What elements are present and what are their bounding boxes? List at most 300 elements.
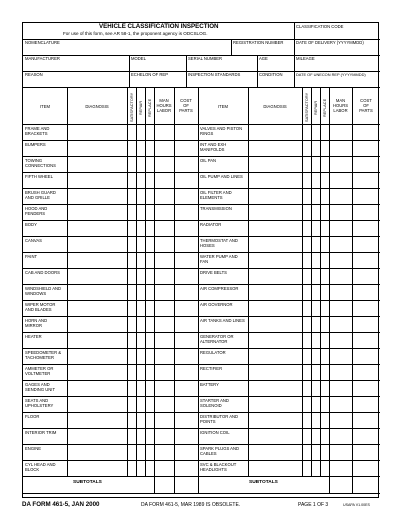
left-cost-of-parts-field[interactable] bbox=[174, 252, 198, 268]
right-col-replace: REPLACE bbox=[322, 98, 327, 117]
right-cost-of-parts-field[interactable] bbox=[352, 332, 380, 348]
right-diagnosis-field[interactable] bbox=[248, 156, 302, 172]
left-satisfactory-field[interactable] bbox=[127, 332, 136, 348]
left-man-hours-field[interactable] bbox=[154, 156, 174, 172]
left-satisfactory-field[interactable] bbox=[127, 412, 136, 428]
left-satisfactory-field[interactable] bbox=[127, 444, 136, 460]
left-man-hours-field[interactable] bbox=[154, 380, 174, 396]
right-man-hours-field[interactable] bbox=[329, 236, 352, 252]
right-repair-field[interactable] bbox=[311, 268, 320, 284]
left-replace-field[interactable] bbox=[145, 412, 154, 428]
left-cost-of-parts-field[interactable] bbox=[174, 348, 198, 364]
right-replace-field[interactable] bbox=[320, 124, 329, 140]
right-diagnosis-field[interactable] bbox=[248, 188, 302, 204]
right-satisfactory-field[interactable] bbox=[302, 204, 311, 220]
right-cost-of-parts-field[interactable] bbox=[352, 348, 380, 364]
right-satisfactory-field[interactable] bbox=[302, 316, 311, 332]
right-diagnosis-field[interactable] bbox=[248, 204, 302, 220]
left-man-hours-field[interactable] bbox=[154, 204, 174, 220]
left-item-label: AMMETER OR VOLTMETER bbox=[25, 366, 54, 376]
left-cost-of-parts-field[interactable] bbox=[174, 172, 198, 188]
right-man-hours-field[interactable] bbox=[329, 188, 352, 204]
right-satisfactory-field[interactable] bbox=[302, 236, 311, 252]
subtotals-right-label: SUBTOTALS bbox=[249, 480, 278, 485]
left-cost-of-parts-field[interactable] bbox=[174, 444, 198, 460]
left-diagnosis-field[interactable] bbox=[67, 396, 127, 412]
left-man-hours-field[interactable] bbox=[154, 300, 174, 316]
left-diagnosis-field[interactable] bbox=[67, 428, 127, 444]
left-satisfactory-field[interactable] bbox=[127, 380, 136, 396]
right-satisfactory-field[interactable] bbox=[302, 268, 311, 284]
right-diagnosis-field[interactable] bbox=[248, 220, 302, 236]
right-satisfactory-field[interactable] bbox=[302, 252, 311, 268]
right-replace-field[interactable] bbox=[320, 332, 329, 348]
right-diagnosis-field[interactable] bbox=[248, 284, 302, 300]
left-satisfactory-field[interactable] bbox=[127, 172, 136, 188]
right-man-hours-field[interactable] bbox=[329, 220, 352, 236]
left-repair-field[interactable] bbox=[136, 364, 145, 380]
right-repair-field[interactable] bbox=[311, 444, 320, 460]
left-satisfactory-field[interactable] bbox=[127, 364, 136, 380]
left-repair-field[interactable] bbox=[136, 188, 145, 204]
right-satisfactory-field[interactable] bbox=[302, 332, 311, 348]
right-cost-of-parts-field[interactable] bbox=[352, 204, 380, 220]
obsolete-notice: DA FORM 461-5, MAR 1989 IS OBSOLETE. bbox=[141, 502, 241, 508]
right-diagnosis-field[interactable] bbox=[248, 316, 302, 332]
left-repair-field[interactable] bbox=[136, 428, 145, 444]
left-col-satisfactory: SATISFACTORY bbox=[129, 92, 134, 122]
left-man-hours-field[interactable] bbox=[154, 428, 174, 444]
right-replace-field[interactable] bbox=[320, 460, 329, 476]
left-replace-field[interactable] bbox=[145, 364, 154, 380]
right-satisfactory-field[interactable] bbox=[302, 364, 311, 380]
left-repair-field[interactable] bbox=[136, 172, 145, 188]
left-repair-field[interactable] bbox=[136, 204, 145, 220]
left-cost-of-parts-field[interactable] bbox=[174, 460, 198, 476]
right-man-hours-field[interactable] bbox=[329, 348, 352, 364]
right-diagnosis-field[interactable] bbox=[248, 236, 302, 252]
right-item-label: INT AND EXH MANIFOLDS bbox=[200, 142, 227, 152]
right-man-hours-field[interactable] bbox=[329, 172, 352, 188]
left-cost-of-parts-field[interactable] bbox=[174, 300, 198, 316]
left-replace-field[interactable] bbox=[145, 316, 154, 332]
left-diagnosis-field[interactable] bbox=[67, 380, 127, 396]
left-cost-of-parts-field[interactable] bbox=[174, 332, 198, 348]
right-diagnosis-field[interactable] bbox=[248, 348, 302, 364]
right-cost-of-parts-field[interactable] bbox=[352, 236, 380, 252]
left-repair-field[interactable] bbox=[136, 396, 145, 412]
right-man-hours-field[interactable] bbox=[329, 284, 352, 300]
right-satisfactory-field[interactable] bbox=[302, 444, 311, 460]
right-satisfactory-field[interactable] bbox=[302, 140, 311, 156]
left-replace-field[interactable] bbox=[145, 172, 154, 188]
left-satisfactory-field[interactable] bbox=[127, 124, 136, 140]
left-cost-of-parts-field[interactable] bbox=[174, 236, 198, 252]
right-satisfactory-field[interactable] bbox=[302, 188, 311, 204]
left-cost-of-parts-field[interactable] bbox=[174, 316, 198, 332]
left-cost-of-parts-field[interactable] bbox=[174, 220, 198, 236]
left-satisfactory-field[interactable] bbox=[127, 396, 136, 412]
form-id: DA FORM 461-5, JAN 2000 bbox=[22, 501, 100, 508]
left-man-hours-field[interactable] bbox=[154, 396, 174, 412]
left-item-label: WIPER MOTOR AND BLADES bbox=[25, 302, 56, 312]
right-man-hours-field[interactable] bbox=[329, 396, 352, 412]
left-replace-field[interactable] bbox=[145, 348, 154, 364]
left-diagnosis-field[interactable] bbox=[67, 444, 127, 460]
left-repair-field[interactable] bbox=[136, 348, 145, 364]
left-satisfactory-field[interactable] bbox=[127, 300, 136, 316]
right-repair-field[interactable] bbox=[311, 220, 320, 236]
right-item-label: AIR TANKS AND LINES bbox=[200, 318, 245, 323]
right-diagnosis-field[interactable] bbox=[248, 396, 302, 412]
right-man-hours-field[interactable] bbox=[329, 444, 352, 460]
left-cost-of-parts-field[interactable] bbox=[174, 124, 198, 140]
right-man-hours-field[interactable] bbox=[329, 412, 352, 428]
left-satisfactory-field[interactable] bbox=[127, 220, 136, 236]
right-diagnosis-field[interactable] bbox=[248, 268, 302, 284]
left-cost-of-parts-field[interactable] bbox=[174, 268, 198, 284]
right-cost-of-parts-field[interactable] bbox=[352, 428, 380, 444]
mileage-label: MILEAGE bbox=[296, 56, 315, 61]
left-repair-field[interactable] bbox=[136, 124, 145, 140]
left-satisfactory-field[interactable] bbox=[127, 428, 136, 444]
right-repair-field[interactable] bbox=[311, 236, 320, 252]
right-repair-field[interactable] bbox=[311, 204, 320, 220]
left-diagnosis-field[interactable] bbox=[67, 316, 127, 332]
left-diagnosis-field[interactable] bbox=[67, 188, 127, 204]
left-diagnosis-field[interactable] bbox=[67, 172, 127, 188]
right-diagnosis-field[interactable] bbox=[248, 364, 302, 380]
right-replace-field[interactable] bbox=[320, 140, 329, 156]
right-satisfactory-field[interactable] bbox=[302, 396, 311, 412]
left-diagnosis-field[interactable] bbox=[67, 140, 127, 156]
right-repair-field[interactable] bbox=[311, 316, 320, 332]
page-number: PAGE 1 OF 3 bbox=[298, 502, 329, 508]
right-satisfactory-field[interactable] bbox=[302, 380, 311, 396]
right-item-label: RADIATOR bbox=[200, 222, 222, 227]
left-cost-of-parts-field[interactable] bbox=[174, 428, 198, 444]
left-man-hours-field[interactable] bbox=[154, 236, 174, 252]
left-repair-field[interactable] bbox=[136, 460, 145, 476]
right-replace-field[interactable] bbox=[320, 268, 329, 284]
left-diagnosis-field[interactable] bbox=[67, 412, 127, 428]
left-satisfactory-field[interactable] bbox=[127, 284, 136, 300]
right-replace-field[interactable] bbox=[320, 380, 329, 396]
left-cost-of-parts-field[interactable] bbox=[174, 204, 198, 220]
right-replace-field[interactable] bbox=[320, 300, 329, 316]
condition-label: CONDITION bbox=[259, 72, 283, 77]
right-repair-field[interactable] bbox=[311, 300, 320, 316]
left-diagnosis-field[interactable] bbox=[67, 348, 127, 364]
right-item-label: WATER PUMP AND FAN bbox=[200, 254, 238, 264]
left-diagnosis-field[interactable] bbox=[67, 268, 127, 284]
left-replace-field[interactable] bbox=[145, 140, 154, 156]
left-item-label: BRUSH GUARD AND GRILLE bbox=[25, 190, 56, 200]
right-replace-field[interactable] bbox=[320, 156, 329, 172]
right-replace-field[interactable] bbox=[320, 316, 329, 332]
right-repair-field[interactable] bbox=[311, 172, 320, 188]
left-replace-field[interactable] bbox=[145, 460, 154, 476]
left-man-hours-field[interactable] bbox=[154, 460, 174, 476]
right-cost-of-parts-field[interactable] bbox=[352, 284, 380, 300]
left-man-hours-field[interactable] bbox=[154, 348, 174, 364]
left-diagnosis-field[interactable] bbox=[67, 332, 127, 348]
right-repair-field[interactable] bbox=[311, 140, 320, 156]
right-cost-of-parts-field[interactable] bbox=[352, 364, 380, 380]
right-repair-field[interactable] bbox=[311, 460, 320, 476]
right-replace-field[interactable] bbox=[320, 396, 329, 412]
right-man-hours-field[interactable] bbox=[329, 252, 352, 268]
right-replace-field[interactable] bbox=[320, 220, 329, 236]
right-man-hours-field[interactable] bbox=[329, 332, 352, 348]
left-satisfactory-field[interactable] bbox=[127, 156, 136, 172]
right-satisfactory-field[interactable] bbox=[302, 284, 311, 300]
right-man-hours-field[interactable] bbox=[329, 300, 352, 316]
left-cost-of-parts-field[interactable] bbox=[174, 156, 198, 172]
left-replace-field[interactable] bbox=[145, 268, 154, 284]
left-satisfactory-field[interactable] bbox=[127, 252, 136, 268]
left-diagnosis-field[interactable] bbox=[67, 300, 127, 316]
right-satisfactory-field[interactable] bbox=[302, 460, 311, 476]
left-repair-field[interactable] bbox=[136, 412, 145, 428]
right-diagnosis-field[interactable] bbox=[248, 412, 302, 428]
left-repair-field[interactable] bbox=[136, 444, 145, 460]
right-man-hours-field[interactable] bbox=[329, 364, 352, 380]
left-cost-of-parts-field[interactable] bbox=[174, 380, 198, 396]
left-repair-field[interactable] bbox=[136, 268, 145, 284]
right-man-hours-field[interactable] bbox=[329, 316, 352, 332]
right-cost-of-parts-field[interactable] bbox=[352, 188, 380, 204]
right-diagnosis-field[interactable] bbox=[248, 380, 302, 396]
right-replace-field[interactable] bbox=[320, 364, 329, 380]
left-replace-field[interactable] bbox=[145, 444, 154, 460]
left-col-repair: REPAIR bbox=[138, 100, 143, 115]
right-diagnosis-field[interactable] bbox=[248, 140, 302, 156]
right-satisfactory-field[interactable] bbox=[302, 348, 311, 364]
right-man-hours-field[interactable] bbox=[329, 460, 352, 476]
right-item-label: TRANSMISSION bbox=[200, 206, 232, 211]
right-diagnosis-field[interactable] bbox=[248, 444, 302, 460]
left-replace-field[interactable] bbox=[145, 188, 154, 204]
left-man-hours-field[interactable] bbox=[154, 332, 174, 348]
left-cost-of-parts-field[interactable] bbox=[174, 364, 198, 380]
right-diagnosis-field[interactable] bbox=[248, 428, 302, 444]
right-cost-of-parts-field[interactable] bbox=[352, 380, 380, 396]
left-repair-field[interactable] bbox=[136, 380, 145, 396]
right-cost-of-parts-field[interactable] bbox=[352, 268, 380, 284]
right-replace-field[interactable] bbox=[320, 428, 329, 444]
right-repair-field[interactable] bbox=[311, 124, 320, 140]
left-man-hours-field[interactable] bbox=[154, 140, 174, 156]
left-repair-field[interactable] bbox=[136, 252, 145, 268]
left-man-hours-field[interactable] bbox=[154, 220, 174, 236]
left-replace-field[interactable] bbox=[145, 252, 154, 268]
right-repair-field[interactable] bbox=[311, 380, 320, 396]
right-repair-field[interactable] bbox=[311, 252, 320, 268]
vehicle-classification-form bbox=[22, 22, 379, 498]
left-cost-of-parts-field[interactable] bbox=[174, 188, 198, 204]
left-satisfactory-field[interactable] bbox=[127, 188, 136, 204]
right-diagnosis-field[interactable] bbox=[248, 252, 302, 268]
left-satisfactory-field[interactable] bbox=[127, 140, 136, 156]
right-replace-field[interactable] bbox=[320, 188, 329, 204]
right-repair-field[interactable] bbox=[311, 188, 320, 204]
left-replace-field[interactable] bbox=[145, 236, 154, 252]
right-repair-field[interactable] bbox=[311, 284, 320, 300]
right-replace-field[interactable] bbox=[320, 412, 329, 428]
left-item-label: HEATER bbox=[25, 334, 42, 339]
right-cost-of-parts-field[interactable] bbox=[352, 156, 380, 172]
right-man-hours-field[interactable] bbox=[329, 428, 352, 444]
left-replace-field[interactable] bbox=[145, 428, 154, 444]
left-item-label: CAB AND DOORS bbox=[25, 270, 60, 275]
right-diagnosis-field[interactable] bbox=[248, 124, 302, 140]
right-diagnosis-field[interactable] bbox=[248, 460, 302, 476]
left-man-hours-field[interactable] bbox=[154, 316, 174, 332]
right-cost-of-parts-field[interactable] bbox=[352, 460, 380, 476]
left-repair-field[interactable] bbox=[136, 300, 145, 316]
left-replace-field[interactable] bbox=[145, 124, 154, 140]
right-cost-of-parts-field[interactable] bbox=[352, 444, 380, 460]
right-diagnosis-field[interactable] bbox=[248, 300, 302, 316]
right-col-man-hours-labor: MAN HOURS LABOR bbox=[332, 98, 349, 113]
left-man-hours-field[interactable] bbox=[154, 412, 174, 428]
left-item-label: CANVAS bbox=[25, 238, 42, 243]
left-diagnosis-field[interactable] bbox=[67, 460, 127, 476]
left-replace-field[interactable] bbox=[145, 284, 154, 300]
left-item-label: ENGINE bbox=[25, 446, 42, 451]
left-repair-field[interactable] bbox=[136, 284, 145, 300]
right-satisfactory-field[interactable] bbox=[302, 300, 311, 316]
left-man-hours-field[interactable] bbox=[154, 284, 174, 300]
right-cost-of-parts-field[interactable] bbox=[352, 412, 380, 428]
left-diagnosis-field[interactable] bbox=[67, 124, 127, 140]
left-satisfactory-field[interactable] bbox=[127, 204, 136, 220]
left-cost-of-parts-field[interactable] bbox=[174, 284, 198, 300]
left-replace-field[interactable] bbox=[145, 396, 154, 412]
right-cost-of-parts-field[interactable] bbox=[352, 316, 380, 332]
right-replace-field[interactable] bbox=[320, 236, 329, 252]
echelon-of-rep-label: ECHELON OF REP bbox=[131, 72, 168, 77]
right-diagnosis-field[interactable] bbox=[248, 332, 302, 348]
right-replace-field[interactable] bbox=[320, 284, 329, 300]
right-item-label: OIL PUMP AND LINES bbox=[200, 174, 243, 179]
right-man-hours-field[interactable] bbox=[329, 268, 352, 284]
left-repair-field[interactable] bbox=[136, 316, 145, 332]
right-satisfactory-field[interactable] bbox=[302, 156, 311, 172]
right-item-label: THERMOSTAT AND HOSES bbox=[200, 238, 238, 248]
right-repair-field[interactable] bbox=[311, 364, 320, 380]
right-diagnosis-field[interactable] bbox=[248, 172, 302, 188]
left-repair-field[interactable] bbox=[136, 156, 145, 172]
left-diagnosis-field[interactable] bbox=[67, 236, 127, 252]
left-item-label: INTERIOR TRIM bbox=[25, 430, 57, 435]
left-diagnosis-field[interactable] bbox=[67, 364, 127, 380]
left-satisfactory-field[interactable] bbox=[127, 316, 136, 332]
left-replace-field[interactable] bbox=[145, 300, 154, 316]
left-man-hours-field[interactable] bbox=[154, 124, 174, 140]
right-replace-field[interactable] bbox=[320, 348, 329, 364]
left-repair-field[interactable] bbox=[136, 220, 145, 236]
right-replace-field[interactable] bbox=[320, 444, 329, 460]
right-satisfactory-field[interactable] bbox=[302, 428, 311, 444]
right-repair-field[interactable] bbox=[311, 396, 320, 412]
right-satisfactory-field[interactable] bbox=[302, 124, 311, 140]
left-diagnosis-field[interactable] bbox=[67, 204, 127, 220]
left-cost-of-parts-field[interactable] bbox=[174, 396, 198, 412]
left-cost-of-parts-field[interactable] bbox=[174, 412, 198, 428]
right-cost-of-parts-field[interactable] bbox=[352, 220, 380, 236]
left-man-hours-field[interactable] bbox=[154, 444, 174, 460]
right-replace-field[interactable] bbox=[320, 204, 329, 220]
right-col-cost-of-parts: COST OF PARTS bbox=[359, 98, 373, 113]
right-repair-field[interactable] bbox=[311, 428, 320, 444]
right-cost-of-parts-field[interactable] bbox=[352, 300, 380, 316]
right-satisfactory-field[interactable] bbox=[302, 172, 311, 188]
right-cost-of-parts-field[interactable] bbox=[352, 396, 380, 412]
right-item-label: SVC & BLACKOUT HEADLIGHTS bbox=[200, 462, 237, 472]
right-man-hours-field[interactable] bbox=[329, 156, 352, 172]
left-man-hours-field[interactable] bbox=[154, 268, 174, 284]
left-cost-of-parts-field[interactable] bbox=[174, 140, 198, 156]
right-cost-of-parts-field[interactable] bbox=[352, 140, 380, 156]
right-man-hours-field[interactable] bbox=[329, 124, 352, 140]
left-satisfactory-field[interactable] bbox=[127, 460, 136, 476]
right-satisfactory-field[interactable] bbox=[302, 412, 311, 428]
left-replace-field[interactable] bbox=[145, 220, 154, 236]
left-diagnosis-field[interactable] bbox=[67, 220, 127, 236]
right-cost-of-parts-field[interactable] bbox=[352, 172, 380, 188]
left-satisfactory-field[interactable] bbox=[127, 348, 136, 364]
right-item-label: DISTRIBUTOR AND POINTS bbox=[200, 414, 239, 424]
right-cost-of-parts-field[interactable] bbox=[352, 252, 380, 268]
right-man-hours-field[interactable] bbox=[329, 380, 352, 396]
right-cost-of-parts-field[interactable] bbox=[352, 124, 380, 140]
left-satisfactory-field[interactable] bbox=[127, 268, 136, 284]
left-replace-field[interactable] bbox=[145, 156, 154, 172]
left-man-hours-field[interactable] bbox=[154, 188, 174, 204]
right-man-hours-field[interactable] bbox=[329, 140, 352, 156]
date-of-unecon-rep-label: DATE OF UNECON REP (YYYYMMDD) bbox=[296, 72, 366, 77]
left-replace-field[interactable] bbox=[145, 380, 154, 396]
right-col-diagnosis: DIAGNOSIS bbox=[263, 104, 287, 109]
left-diagnosis-field[interactable] bbox=[67, 156, 127, 172]
right-man-hours-field[interactable] bbox=[329, 204, 352, 220]
left-replace-field[interactable] bbox=[145, 332, 154, 348]
right-replace-field[interactable] bbox=[320, 252, 329, 268]
right-repair-field[interactable] bbox=[311, 412, 320, 428]
left-diagnosis-field[interactable] bbox=[67, 252, 127, 268]
right-repair-field[interactable] bbox=[311, 332, 320, 348]
right-repair-field[interactable] bbox=[311, 348, 320, 364]
left-satisfactory-field[interactable] bbox=[127, 236, 136, 252]
left-man-hours-field[interactable] bbox=[154, 364, 174, 380]
reason-label: REASON bbox=[25, 72, 43, 77]
left-man-hours-field[interactable] bbox=[154, 172, 174, 188]
right-item-label: OIL PAN bbox=[200, 158, 217, 163]
left-diagnosis-field[interactable] bbox=[67, 284, 127, 300]
right-item-label: REGULATOR bbox=[200, 350, 226, 355]
right-replace-field[interactable] bbox=[320, 172, 329, 188]
left-repair-field[interactable] bbox=[136, 140, 145, 156]
right-satisfactory-field[interactable] bbox=[302, 220, 311, 236]
right-item-label: BATTERY bbox=[200, 382, 219, 387]
right-repair-field[interactable] bbox=[311, 156, 320, 172]
left-man-hours-field[interactable] bbox=[154, 252, 174, 268]
left-repair-field[interactable] bbox=[136, 236, 145, 252]
left-repair-field[interactable] bbox=[136, 332, 145, 348]
left-replace-field[interactable] bbox=[145, 204, 154, 220]
